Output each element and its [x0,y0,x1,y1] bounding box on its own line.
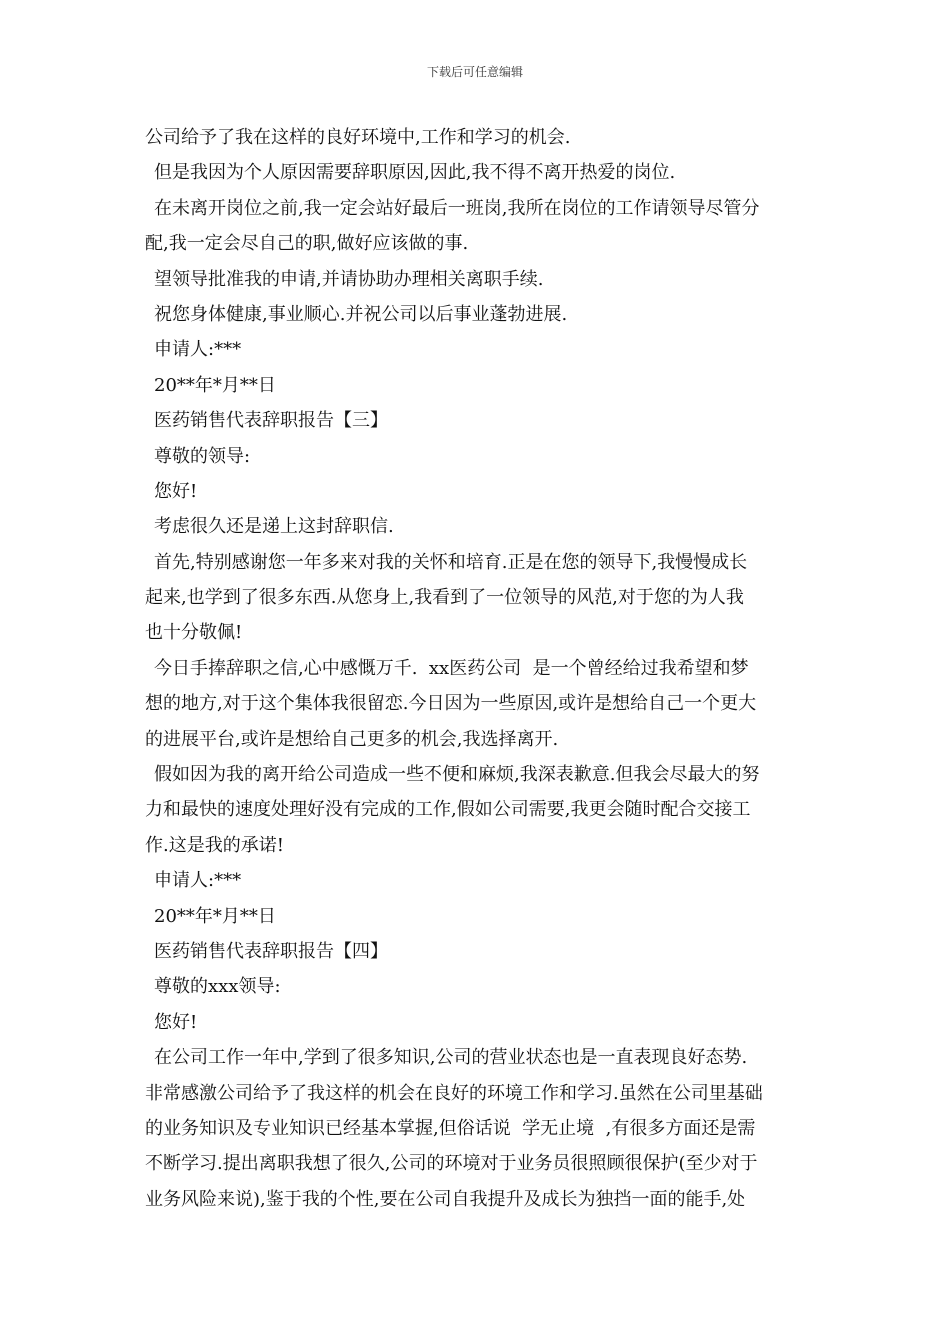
text-line: 公司给予了我在这样的良好环境中,工作和学习的机会. [145,127,571,148]
text-line: 望领导批准我的申请,并请协助办理相关离职手续. [154,268,544,290]
text-line: 申请人:*** [154,870,242,892]
text-line: 在公司工作一年中,学到了很多知识,公司的营业状态也是一直表现良好态势. [154,1047,748,1069]
text-line: 非常感激公司给予了我这样的机会在良好的环境工作和学习.虽然在公司里基础 [145,1082,763,1104]
text-line: 力和最快的速度处理好没有完成的工作,假如公司需要,我更会随时配合交接工 [145,799,751,821]
text-line: 起来,也学到了很多东西.从您身上,我看到了一位领导的风范,对于您的为人我 [145,587,744,609]
text-line: 的业务知识及专业知识已经基本掌握,但俗话说 学无止境 ,有很多方面还是需 [145,1117,756,1139]
text-line: 首先,特别感谢您一年多来对我的关怀和培育.正是在您的领导下,我慢慢成长 [154,551,748,573]
text-line: 尊敬的领导: [154,445,251,467]
text-line: 配,我一定会尽自己的职,做好应该做的事. [145,233,469,255]
text-line: 的进展平台,或许是想给自己更多的机会,我选择离开. [145,728,559,750]
text-line: 20**年*月**日 [154,374,276,396]
text-line: 业务风险来说),鉴于我的个性,要在公司自我提升及成长为独挡一面的能手,处 [145,1188,746,1210]
page-header: 下载后可任意编辑 [426,65,523,79]
text-line: 医药销售代表辞职报告【四】 [154,940,388,962]
text-line: 您好! [154,480,198,502]
text-line: 想的地方,对于这个集体我很留恋.今日因为一些原因,或许是想给自己一个更大 [145,693,757,715]
text-line: 您好! [154,1011,198,1033]
text-line: 考虑很久还是递上这封辞职信. [154,516,394,538]
text-line: 也十分敬佩! [145,622,243,644]
text-line: 但是我因为个人原因需要辞职原因,因此,我不得不离开热爱的岗位. [154,162,676,184]
text-line: 作.这是我的承诺! [145,834,284,856]
text-line: 医药销售代表辞职报告【三】 [154,410,388,432]
text-line: 在未离开岗位之前,我一定会站好最后一班岗,我所在岗位的工作请领导尽管分 [154,197,760,219]
text-line: 不断学习.提出离职我想了很久,公司的环境对于业务员很照顾很保护(至少对于 [145,1153,758,1175]
text-line: 20**年*月**日 [154,905,276,927]
document-body [145,120,810,1217]
text-line: 祝您身体健康,事业顺心.并祝公司以后事业蓬勃进展. [154,303,568,325]
text-line: 今日手捧辞职之信,心中感慨万千. xx医药公司 是一个曾经给过我希望和梦 [154,657,749,679]
text-line: 假如因为我的离开给公司造成一些不便和麻烦,我深表歉意.但我会尽最大的努 [154,764,760,786]
text-line: 申请人:*** [154,339,242,361]
text-line: 尊敬的xxx领导: [154,976,281,998]
